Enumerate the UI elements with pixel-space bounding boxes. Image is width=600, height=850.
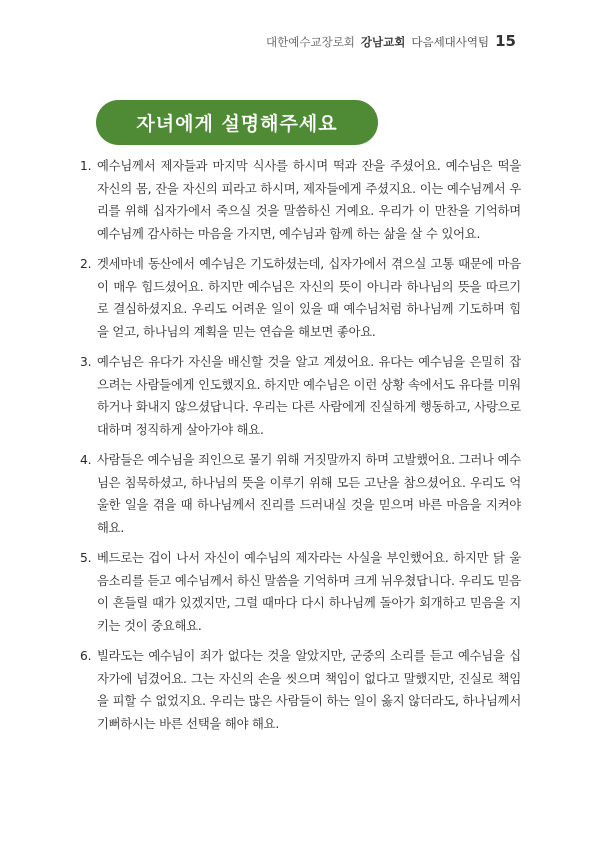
item-number: 5. (80, 551, 92, 565)
section-title (96, 100, 378, 145)
item-number: 3. (80, 355, 92, 369)
numbered-list (80, 155, 521, 743)
item-text: 예수님은 유다가 자신을 배신할 것을 알고 계셨어요. 유다는 예수님을 은밀히 잡으려는 사람들에게 인도했지요. 하지만 예수님은 이런 상황 속에서도 유다를 미워하거나 화내지 않으셨답니다. 우리는 다른 사람에게 진실하게 행동하고, 사랑으로 대하며 정직하게 살아가야 해요. (97, 355, 521, 437)
header-church: 강남교회 (360, 35, 406, 49)
item-text: 베드로는 겁이 나서 자신이 예수님의 제자라는 사실을 부인했어요. 하지만 닭 울음소리를 듣고 예수님께서 하신 말씀을 기억하며 크게 뉘우쳤답니다. 우리도 믿음이 흔들릴 때가 있겠지만, 그럴 때마다 다시 하나님께 돌아가 회개하고 믿음을 지키는 것이 중요해요. (97, 551, 521, 633)
section-title-text: 자녀에게 설명해주세요 (136, 113, 338, 135)
list-item-3 (80, 351, 521, 441)
page-number: 15 (495, 32, 516, 50)
item-number: 1. (80, 159, 92, 173)
item-number: 2. (80, 257, 92, 271)
list-item-5 (80, 547, 521, 637)
list-item-6 (80, 645, 521, 735)
item-text: 빌라도는 예수님이 죄가 없다는 것을 알았지만, 군중의 소리를 듣고 예수님을 십자가에 넘겼어요. 그는 자신의 손을 씻으며 책임이 없다고 말했지만, 진실로 책임을 피할 수 없었지요. 우리는 많은 사람들이 하는 일이 옳지 않더라도, 하나님께서 기뻐하시는 바른 선택을 해야 해요. (97, 649, 521, 731)
item-text: 사람들은 예수님을 죄인으로 몰기 위해 거짓말까지 하며 고발했어요. 그러나 예수님은 침묵하셨고, 하나님의 뜻을 이루기 위해 모든 고난을 참으셨어요. 우리도 억울한 일을 겪을 때 하나님께서 진리를 드러내실 것을 믿으며 바른 마음을 지켜야 해요. (97, 453, 521, 535)
list-item-4 (80, 449, 521, 539)
header-team: 다음세대사역팀 (411, 35, 490, 49)
item-number: 4. (80, 453, 92, 467)
running-header (266, 32, 516, 50)
list-item-2 (80, 253, 521, 343)
item-text: 예수님께서 제자들과 마지막 식사를 하시며 떡과 잔을 주셨어요. 예수님은 떡을 자신의 몸, 잔을 자신의 피라고 하시며, 제자들에게 주셨지요. 이는 예수님께서 우리를 위해 십자가에서 죽으실 것을 말씀하신 거예요. 우리가 이 만찬을 기억하며 예수님께 감사하는 마음을 가지면, 예수님과 함께 하는 삶을 살 수 있어요. (97, 159, 521, 241)
list-item-1 (80, 155, 521, 245)
item-text: 겟세마네 동산에서 예수님은 기도하셨는데, 십자가에서 겪으실 고통 때문에 마음이 매우 힘드셨어요. 하지만 예수님은 자신의 뜻이 아니라 하나님의 뜻을 따르기로 결심하셨지요. 우리도 어려운 일이 있을 때 예수님처럼 하나님께 기도하며 힘을 얻고, 하나님의 계획을 믿는 연습을 해보면 좋아요. (97, 257, 521, 339)
header-organization: 대한예수교장로회 (266, 35, 355, 49)
item-number: 6. (80, 649, 92, 663)
